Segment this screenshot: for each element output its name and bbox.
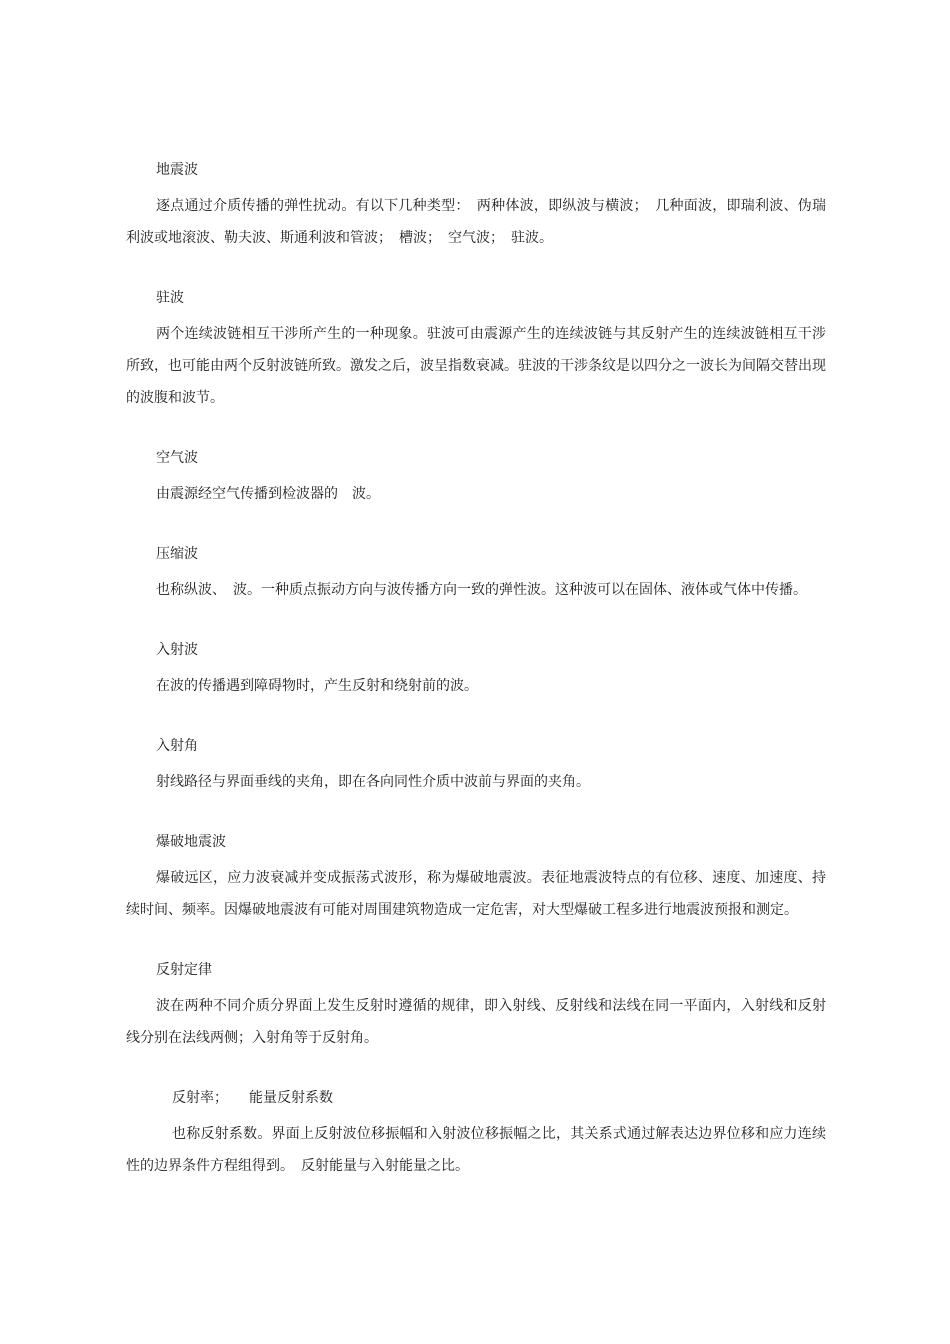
entry-term: 驻波 <box>156 290 184 306</box>
entry-compressional-wave <box>126 544 826 606</box>
entry-definition: 逐点通过介质传播的弹性扰动。有以下几种类型： 两种体波，即纵波与横波； 几种面波，即瑞利波、伪瑞利波或地滚波、勒夫波、斯通利波和管波； 槽波； 空气波； 驻波。 <box>126 198 826 246</box>
entry-definition: 也称反射系数。界面上反射波位移振幅和入射波位移振幅之比，其关系式通过解表达边界位移和应力连续性的边界条件方程组得到。 反射能量与入射能量之比。 <box>126 1126 826 1174</box>
entry-reflectivity <box>126 1088 826 1182</box>
entry-air-wave <box>126 448 826 510</box>
entry-definition: 也称纵波、 波。一种质点振动方向与波传播方向一致的弹性波。这种波可以在固体、液体或气体中传播。 <box>156 582 807 598</box>
entry-definition: 在波的传播遇到障碍物时，产生反射和绕射前的波。 <box>156 678 478 694</box>
entry-law-of-reflection <box>126 960 826 1054</box>
entry-blast-seismic-wave <box>126 832 826 926</box>
entry-definition: 爆破远区，应力波衰减并变成振荡式波形，称为爆破地震波。表征地震波特点的有位移、速度、加速度、持续时间、频率。因爆破地震波有可能对周围建筑物造成一定危害，对大型爆破工程多进行地震波预报和测定。 <box>126 870 826 918</box>
entry-incident-angle <box>126 736 826 798</box>
entry-term: 空气波 <box>156 450 198 466</box>
entry-incident-wave <box>126 640 826 702</box>
entry-term: 入射角 <box>156 738 198 754</box>
entry-definition: 两个连续波链相互干涉所产生的一种现象。驻波可由震源产生的连续波链与其反射产生的连续波链相互干涉所致，也可能由两个反射波链所致。激发之后，波呈指数衰减。驻波的干涉条纹是以四分之一波长为间隔交替出现的波腹和波节。 <box>126 326 826 406</box>
entry-term: 地震波 <box>156 162 198 178</box>
entry-definition: 射线路径与界面垂线的夹角，即在各向同性介质中波前与界面的夹角。 <box>156 774 590 790</box>
entry-standing-wave <box>126 288 826 414</box>
entry-term: 爆破地震波 <box>156 834 226 850</box>
entry-seismic-wave <box>126 160 826 254</box>
entry-term: 入射波 <box>156 642 198 658</box>
entry-term: 压缩波 <box>156 546 198 562</box>
entry-definition: 波在两种不同介质分界面上发生反射时遵循的规律，即入射线、反射线和法线在同一平面内，入射线和反射线分别在法线两侧；入射角等于反射角。 <box>126 998 826 1046</box>
entry-definition: 由震源经空气传播到检波器的 波。 <box>156 486 380 502</box>
entry-term: 反射定律 <box>156 962 212 978</box>
entry-term: 反射率； 能量反射系数 <box>172 1090 333 1106</box>
